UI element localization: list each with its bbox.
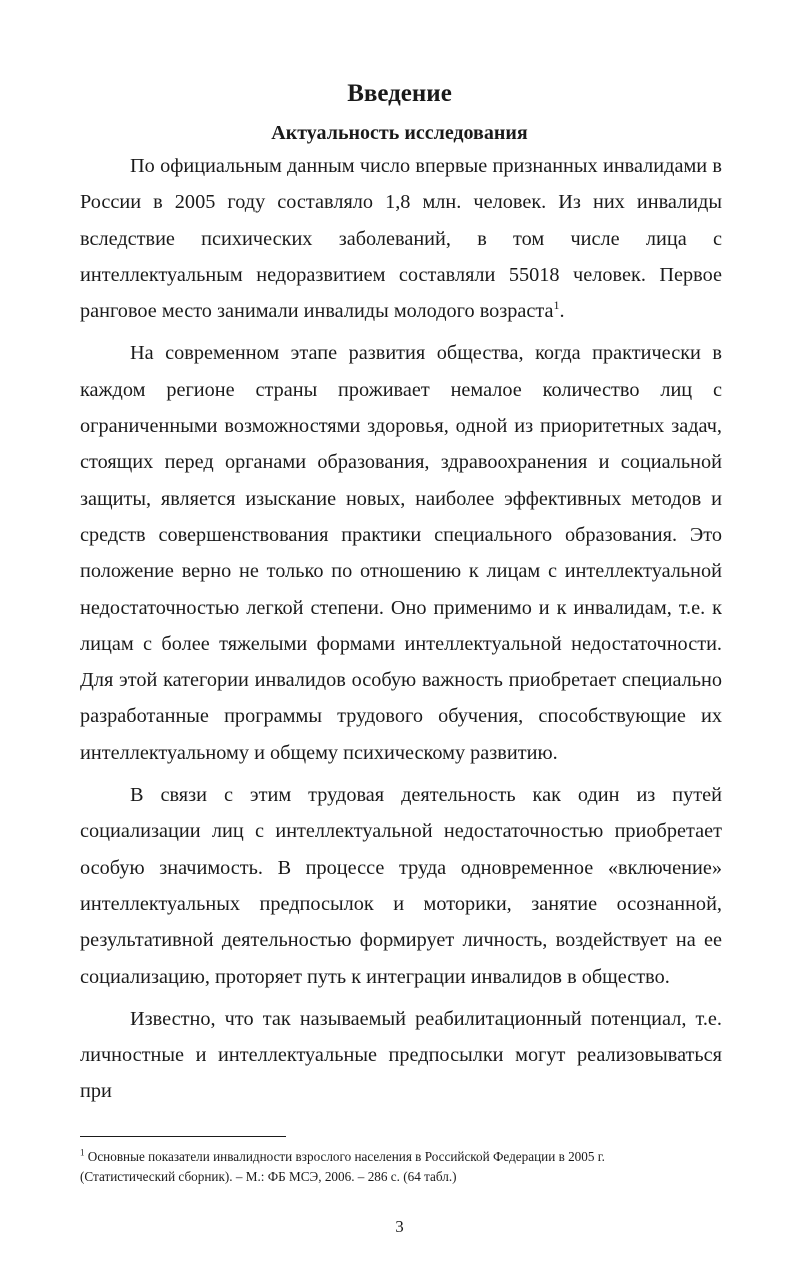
paragraph-1 [80,148,722,329]
paragraph-1-text: По официальным данным число впервые признанных инвалидами в России в 2005 году составляло 1,8 млн. человек. Из них инвалиды вследствие психических заболеваний, в том числе лица с интеллектуальным недоразвитием составляли 55018 человек. Первое ранговое место занимали инвалиды молодого возраста [80,155,722,323]
footnote-text: Основные показатели инвалидности взрослого населения в Российской Федерации в 2005 г. (Статистический сборник). – М.: ФБ МСЭ, 2006. – 286 с. (64 табл.) [80,1149,605,1184]
page-title: Введение [347,80,452,107]
paragraph-3: В связи с этим трудовая деятельность как один из путей социализации лиц с интеллектуальной недостаточностью приобретает особую значимость. В процессе труда одновременное «включение» интеллектуальных предпосылок и моторики, занятие осознанной, результативной деятельностью формирует личность, воздействует на ее социализацию, проторяет путь к интеграции инвалидов в общество. [80,784,722,988]
paragraph-1-tail: . [559,300,565,323]
footnote-reference: 1 [553,298,560,313]
paragraph-4: Известно, что так называемый реабилитационный потенциал, т.е. личностные и интеллектуальные предпосылки могут реализовываться при [80,1007,722,1103]
footnote-separator [80,1136,286,1137]
body-text [80,148,722,1110]
paragraph-2: На современном этапе развития общества, когда практически в каждом регионе страны проживает немалое количество лиц с ограниченными возможностями здоровья, одной из приоритетных задач, стоящих перед органами образования, здравоохранения и социальной защиты, является изыскание новых, наиболее эффективных методов и средств совершенствования практики специального образования. Это положение верно не только по отношению к лицам с интеллектуальной недостаточностью легкой степени. Оно применимо и к инвалидам, т.е. к лицам с более тяжелыми формами интеллектуальной недостаточности. Для этой категории инвалидов особую важность приобретает специально разработанные программы трудового обучения, способствующие их интеллектуальному и общему психическому развитию. [80,342,722,764]
footnote [80,1147,680,1187]
page-number: 3 [395,1217,404,1236]
section-subtitle: Актуальность исследования [271,122,528,144]
footnote-mark: 1 [80,1147,85,1158]
